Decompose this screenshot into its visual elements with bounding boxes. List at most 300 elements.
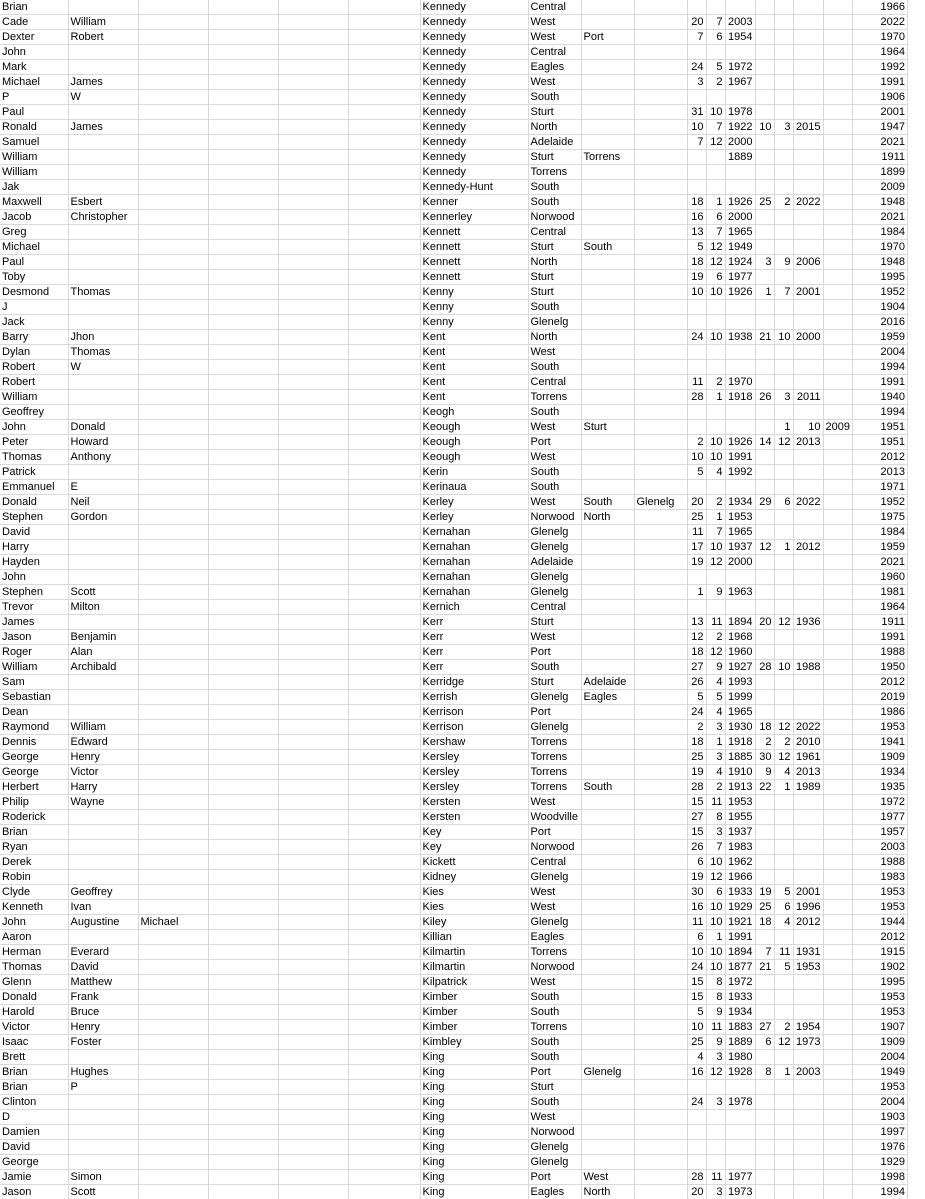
table-cell[interactable] (581, 555, 634, 570)
table-cell[interactable] (634, 1110, 687, 1125)
table-cell[interactable] (581, 1155, 634, 1170)
table-cell[interactable] (138, 360, 208, 375)
table-cell[interactable] (208, 60, 278, 75)
table-cell[interactable]: Kenny (420, 285, 528, 300)
table-cell[interactable]: 12 (706, 255, 725, 270)
table-cell[interactable] (348, 990, 420, 1005)
table-cell[interactable] (208, 570, 278, 585)
table-cell[interactable]: Kilpatrick (420, 975, 528, 990)
table-cell[interactable] (755, 705, 774, 720)
table-cell[interactable]: 4 (706, 675, 725, 690)
table-cell[interactable] (138, 990, 208, 1005)
table-cell[interactable] (278, 885, 348, 900)
table-cell[interactable] (725, 180, 755, 195)
table-cell[interactable]: 16 (687, 210, 706, 225)
table-cell[interactable] (208, 945, 278, 960)
table-cell[interactable] (706, 0, 725, 15)
table-cell[interactable] (278, 945, 348, 960)
table-cell[interactable] (706, 570, 725, 585)
table-cell[interactable] (581, 0, 634, 15)
table-cell[interactable] (706, 420, 725, 435)
table-cell[interactable] (706, 1110, 725, 1125)
table-cell[interactable] (348, 660, 420, 675)
table-cell[interactable] (774, 630, 793, 645)
table-cell[interactable] (278, 195, 348, 210)
table-cell[interactable] (208, 495, 278, 510)
table-cell[interactable] (278, 360, 348, 375)
table-cell[interactable] (348, 435, 420, 450)
table-cell[interactable]: Kersley (420, 780, 528, 795)
table-cell[interactable] (208, 735, 278, 750)
table-cell[interactable] (278, 990, 348, 1005)
table-cell[interactable] (348, 30, 420, 45)
table-cell[interactable]: Sturt (528, 285, 581, 300)
table-cell[interactable]: Kennedy (420, 30, 528, 45)
table-cell[interactable]: Dexter (0, 30, 68, 45)
table-cell[interactable] (755, 1080, 774, 1095)
table-cell[interactable] (793, 480, 823, 495)
table-cell[interactable] (278, 645, 348, 660)
table-cell[interactable]: 1911 (852, 615, 907, 630)
table-cell[interactable] (581, 540, 634, 555)
table-cell[interactable]: Brian (0, 825, 68, 840)
table-cell[interactable]: 25 (755, 900, 774, 915)
table-cell[interactable]: 25 (687, 750, 706, 765)
table-cell[interactable] (823, 330, 852, 345)
table-cell[interactable] (823, 660, 852, 675)
table-cell[interactable] (755, 810, 774, 825)
table-cell[interactable]: 8 (755, 1065, 774, 1080)
table-cell[interactable] (348, 750, 420, 765)
table-cell[interactable]: Norwood (528, 840, 581, 855)
table-cell[interactable]: 3 (706, 1050, 725, 1065)
table-cell[interactable] (138, 195, 208, 210)
table-cell[interactable] (208, 660, 278, 675)
table-cell[interactable]: 10 (755, 120, 774, 135)
table-cell[interactable] (208, 1005, 278, 1020)
table-cell[interactable] (68, 615, 138, 630)
table-cell[interactable] (823, 135, 852, 150)
table-cell[interactable]: 4 (706, 765, 725, 780)
table-cell[interactable]: 18 (755, 720, 774, 735)
table-cell[interactable] (208, 1170, 278, 1185)
table-cell[interactable] (581, 345, 634, 360)
table-cell[interactable]: P (68, 1080, 138, 1095)
table-cell[interactable] (208, 1185, 278, 1199)
table-cell[interactable] (581, 735, 634, 750)
table-cell[interactable]: 1989 (793, 780, 823, 795)
table-cell[interactable]: West (528, 30, 581, 45)
table-cell[interactable] (208, 285, 278, 300)
table-cell[interactable] (634, 1005, 687, 1020)
table-cell[interactable]: 16 (687, 900, 706, 915)
table-cell[interactable] (581, 360, 634, 375)
table-cell[interactable]: Kennett (420, 270, 528, 285)
table-cell[interactable] (774, 1185, 793, 1199)
table-cell[interactable]: Adelaide (528, 555, 581, 570)
table-cell[interactable]: Kennedy (420, 75, 528, 90)
table-cell[interactable] (278, 345, 348, 360)
table-cell[interactable] (581, 810, 634, 825)
table-cell[interactable] (755, 825, 774, 840)
table-cell[interactable]: King (420, 1170, 528, 1185)
table-cell[interactable] (634, 510, 687, 525)
table-cell[interactable] (774, 360, 793, 375)
table-cell[interactable]: Sebastian (0, 690, 68, 705)
table-cell[interactable] (634, 795, 687, 810)
table-cell[interactable] (793, 1110, 823, 1125)
table-cell[interactable]: Sturt (528, 240, 581, 255)
table-cell[interactable]: 1973 (793, 1035, 823, 1050)
table-cell[interactable]: Bruce (68, 1005, 138, 1020)
table-cell[interactable]: Kidney (420, 870, 528, 885)
table-cell[interactable] (774, 1080, 793, 1095)
table-cell[interactable]: 3 (706, 1095, 725, 1110)
table-cell[interactable]: Glenelg (528, 570, 581, 585)
table-cell[interactable] (634, 1140, 687, 1155)
table-cell[interactable] (774, 45, 793, 60)
table-cell[interactable]: 1 (706, 510, 725, 525)
table-cell[interactable] (208, 1095, 278, 1110)
table-cell[interactable]: Neil (68, 495, 138, 510)
table-cell[interactable]: West (528, 885, 581, 900)
table-cell[interactable]: 12 (706, 555, 725, 570)
table-cell[interactable] (68, 0, 138, 15)
table-cell[interactable] (634, 150, 687, 165)
table-cell[interactable] (823, 375, 852, 390)
table-cell[interactable] (138, 330, 208, 345)
table-cell[interactable] (138, 975, 208, 990)
table-cell[interactable] (278, 750, 348, 765)
table-cell[interactable] (774, 0, 793, 15)
table-cell[interactable]: 1936 (793, 615, 823, 630)
table-cell[interactable]: Thomas (68, 345, 138, 360)
table-cell[interactable] (581, 1005, 634, 1020)
table-cell[interactable] (706, 45, 725, 60)
table-cell[interactable]: Eagles (528, 60, 581, 75)
table-cell[interactable]: James (68, 75, 138, 90)
table-cell[interactable]: 1947 (852, 120, 907, 135)
table-cell[interactable]: 2015 (793, 120, 823, 135)
table-cell[interactable]: 1889 (725, 1035, 755, 1050)
table-cell[interactable]: Torrens (528, 1020, 581, 1035)
table-cell[interactable]: 2021 (852, 210, 907, 225)
table-cell[interactable] (634, 690, 687, 705)
table-cell[interactable] (278, 225, 348, 240)
table-cell[interactable]: Hayden (0, 555, 68, 570)
table-cell[interactable]: Kerrison (420, 720, 528, 735)
table-cell[interactable] (348, 1065, 420, 1080)
table-cell[interactable] (634, 315, 687, 330)
table-cell[interactable] (755, 525, 774, 540)
table-cell[interactable]: 2003 (725, 15, 755, 30)
table-cell[interactable]: 1953 (852, 720, 907, 735)
table-cell[interactable] (278, 600, 348, 615)
table-cell[interactable] (68, 255, 138, 270)
table-cell[interactable] (348, 510, 420, 525)
table-cell[interactable] (278, 375, 348, 390)
table-cell[interactable]: 1933 (725, 885, 755, 900)
table-cell[interactable] (348, 60, 420, 75)
table-cell[interactable] (755, 345, 774, 360)
table-cell[interactable]: Kerr (420, 660, 528, 675)
table-cell[interactable] (823, 540, 852, 555)
table-cell[interactable]: 2022 (793, 495, 823, 510)
table-cell[interactable] (774, 1155, 793, 1170)
table-cell[interactable] (755, 600, 774, 615)
table-cell[interactable]: 2011 (793, 390, 823, 405)
table-cell[interactable] (793, 525, 823, 540)
table-cell[interactable]: Herman (0, 945, 68, 960)
table-cell[interactable]: 30 (755, 750, 774, 765)
table-cell[interactable]: Sturt (528, 150, 581, 165)
table-cell[interactable]: Thomas (0, 960, 68, 975)
table-cell[interactable]: 26 (687, 675, 706, 690)
table-cell[interactable] (208, 30, 278, 45)
table-cell[interactable]: 19 (755, 885, 774, 900)
table-cell[interactable] (706, 1080, 725, 1095)
table-cell[interactable] (348, 120, 420, 135)
table-cell[interactable]: Kimber (420, 1005, 528, 1020)
table-cell[interactable] (774, 345, 793, 360)
table-cell[interactable]: 12 (706, 1065, 725, 1080)
table-cell[interactable]: 1952 (852, 495, 907, 510)
table-cell[interactable]: Maxwell (0, 195, 68, 210)
table-cell[interactable] (138, 750, 208, 765)
table-cell[interactable]: Henry (68, 1020, 138, 1035)
table-cell[interactable]: Dylan (0, 345, 68, 360)
table-cell[interactable]: North (528, 330, 581, 345)
table-cell[interactable]: Kent (420, 390, 528, 405)
table-cell[interactable] (208, 585, 278, 600)
table-cell[interactable]: Glenelg (528, 525, 581, 540)
table-cell[interactable]: 1954 (793, 1020, 823, 1035)
table-cell[interactable] (581, 1035, 634, 1050)
table-cell[interactable] (774, 690, 793, 705)
table-cell[interactable]: 1996 (793, 900, 823, 915)
table-cell[interactable] (138, 600, 208, 615)
table-cell[interactable]: 1970 (725, 375, 755, 390)
table-cell[interactable]: 10 (687, 285, 706, 300)
table-cell[interactable]: 14 (755, 435, 774, 450)
table-cell[interactable] (793, 360, 823, 375)
table-cell[interactable]: Torrens (528, 945, 581, 960)
table-cell[interactable] (208, 390, 278, 405)
table-cell[interactable]: West (581, 1170, 634, 1185)
table-cell[interactable]: Sturt (528, 105, 581, 120)
table-cell[interactable] (823, 300, 852, 315)
table-cell[interactable] (68, 1050, 138, 1065)
table-cell[interactable]: 1904 (852, 300, 907, 315)
table-cell[interactable]: South (528, 405, 581, 420)
table-cell[interactable] (725, 1155, 755, 1170)
table-cell[interactable]: Henry (68, 750, 138, 765)
table-cell[interactable] (138, 1170, 208, 1185)
table-cell[interactable] (634, 570, 687, 585)
table-cell[interactable] (793, 75, 823, 90)
table-cell[interactable] (208, 1155, 278, 1170)
table-cell[interactable] (348, 1005, 420, 1020)
table-cell[interactable] (755, 1185, 774, 1199)
table-cell[interactable]: 11 (687, 375, 706, 390)
table-cell[interactable] (348, 870, 420, 885)
table-cell[interactable]: Geoffrey (0, 405, 68, 420)
table-cell[interactable]: 1911 (852, 150, 907, 165)
table-cell[interactable]: 4 (706, 705, 725, 720)
table-cell[interactable] (581, 135, 634, 150)
table-cell[interactable]: Roderick (0, 810, 68, 825)
table-cell[interactable] (278, 1155, 348, 1170)
table-cell[interactable] (793, 555, 823, 570)
table-cell[interactable]: Kennedy (420, 165, 528, 180)
table-cell[interactable] (208, 15, 278, 30)
table-cell[interactable] (581, 465, 634, 480)
table-cell[interactable] (581, 255, 634, 270)
table-cell[interactable]: Glenelg (528, 585, 581, 600)
table-cell[interactable] (823, 990, 852, 1005)
table-cell[interactable]: 5 (687, 240, 706, 255)
table-cell[interactable]: 2 (706, 375, 725, 390)
table-cell[interactable]: South (528, 1095, 581, 1110)
table-cell[interactable]: 28 (755, 660, 774, 675)
table-cell[interactable] (774, 1050, 793, 1065)
table-cell[interactable]: Glenelg (528, 315, 581, 330)
table-cell[interactable]: Eagles (581, 690, 634, 705)
table-cell[interactable] (138, 855, 208, 870)
table-cell[interactable]: 1959 (852, 330, 907, 345)
table-cell[interactable]: Harry (68, 780, 138, 795)
table-cell[interactable] (581, 75, 634, 90)
table-cell[interactable] (755, 1005, 774, 1020)
table-cell[interactable] (823, 870, 852, 885)
table-cell[interactable]: 1966 (725, 870, 755, 885)
table-cell[interactable]: 1968 (725, 630, 755, 645)
table-cell[interactable]: 5 (706, 60, 725, 75)
table-cell[interactable]: Norwood (528, 1125, 581, 1140)
table-cell[interactable] (68, 60, 138, 75)
table-cell[interactable] (208, 825, 278, 840)
table-cell[interactable]: 1971 (852, 480, 907, 495)
table-cell[interactable]: Isaac (0, 1035, 68, 1050)
table-cell[interactable]: 10 (706, 105, 725, 120)
table-cell[interactable] (208, 345, 278, 360)
table-cell[interactable] (348, 810, 420, 825)
table-cell[interactable] (278, 15, 348, 30)
table-cell[interactable] (348, 615, 420, 630)
table-cell[interactable] (793, 810, 823, 825)
table-cell[interactable]: West (528, 795, 581, 810)
table-cell[interactable] (68, 270, 138, 285)
table-cell[interactable] (823, 885, 852, 900)
table-cell[interactable] (774, 450, 793, 465)
table-cell[interactable] (823, 975, 852, 990)
table-cell[interactable] (278, 60, 348, 75)
table-cell[interactable]: 1972 (725, 60, 755, 75)
table-cell[interactable] (278, 1035, 348, 1050)
table-cell[interactable]: North (581, 1185, 634, 1199)
table-cell[interactable] (687, 360, 706, 375)
table-cell[interactable] (823, 855, 852, 870)
table-cell[interactable] (793, 90, 823, 105)
table-cell[interactable]: South (581, 780, 634, 795)
table-cell[interactable] (774, 525, 793, 540)
table-cell[interactable] (278, 435, 348, 450)
table-cell[interactable]: William (0, 165, 68, 180)
table-cell[interactable] (138, 510, 208, 525)
table-cell[interactable]: 7 (706, 840, 725, 855)
table-cell[interactable]: 2013 (793, 765, 823, 780)
table-cell[interactable] (755, 300, 774, 315)
table-cell[interactable]: Jason (0, 1185, 68, 1199)
table-cell[interactable]: 1960 (852, 570, 907, 585)
table-cell[interactable]: 2012 (852, 675, 907, 690)
table-cell[interactable]: Jack (0, 315, 68, 330)
table-cell[interactable]: 20 (687, 1185, 706, 1199)
table-cell[interactable] (774, 1125, 793, 1140)
table-cell[interactable] (138, 240, 208, 255)
table-cell[interactable] (581, 405, 634, 420)
table-cell[interactable] (278, 30, 348, 45)
table-cell[interactable]: 1937 (725, 540, 755, 555)
table-cell[interactable]: Kernahan (420, 525, 528, 540)
table-cell[interactable] (774, 15, 793, 30)
table-cell[interactable] (278, 795, 348, 810)
table-cell[interactable]: Benjamin (68, 630, 138, 645)
table-cell[interactable] (755, 360, 774, 375)
table-cell[interactable] (634, 1185, 687, 1199)
table-cell[interactable] (348, 480, 420, 495)
table-cell[interactable] (687, 45, 706, 60)
table-cell[interactable] (823, 780, 852, 795)
table-cell[interactable] (774, 585, 793, 600)
table-cell[interactable]: King (420, 1050, 528, 1065)
table-cell[interactable]: 1953 (852, 990, 907, 1005)
table-cell[interactable] (68, 390, 138, 405)
table-cell[interactable] (278, 240, 348, 255)
table-cell[interactable] (687, 420, 706, 435)
table-cell[interactable] (634, 375, 687, 390)
table-cell[interactable]: 12 (706, 870, 725, 885)
table-cell[interactable] (823, 630, 852, 645)
table-cell[interactable]: 17 (687, 540, 706, 555)
table-cell[interactable] (348, 795, 420, 810)
table-cell[interactable] (208, 465, 278, 480)
table-cell[interactable] (793, 1080, 823, 1095)
table-cell[interactable] (793, 300, 823, 315)
table-cell[interactable]: 1959 (852, 540, 907, 555)
table-cell[interactable] (581, 270, 634, 285)
table-cell[interactable]: Donald (0, 990, 68, 1005)
table-cell[interactable]: Thomas (0, 450, 68, 465)
table-cell[interactable]: Adelaide (528, 135, 581, 150)
table-cell[interactable]: 1 (706, 195, 725, 210)
table-cell[interactable] (755, 570, 774, 585)
table-cell[interactable]: 9 (706, 1005, 725, 1020)
table-cell[interactable] (581, 195, 634, 210)
table-cell[interactable]: 1922 (725, 120, 755, 135)
table-cell[interactable]: Central (528, 855, 581, 870)
table-cell[interactable] (278, 255, 348, 270)
table-cell[interactable] (634, 900, 687, 915)
table-cell[interactable] (581, 375, 634, 390)
table-cell[interactable]: Kennedy (420, 150, 528, 165)
table-cell[interactable]: 7 (755, 945, 774, 960)
table-cell[interactable] (755, 480, 774, 495)
table-cell[interactable] (823, 210, 852, 225)
table-cell[interactable]: 28 (687, 780, 706, 795)
table-cell[interactable]: 1991 (852, 75, 907, 90)
table-cell[interactable] (278, 780, 348, 795)
